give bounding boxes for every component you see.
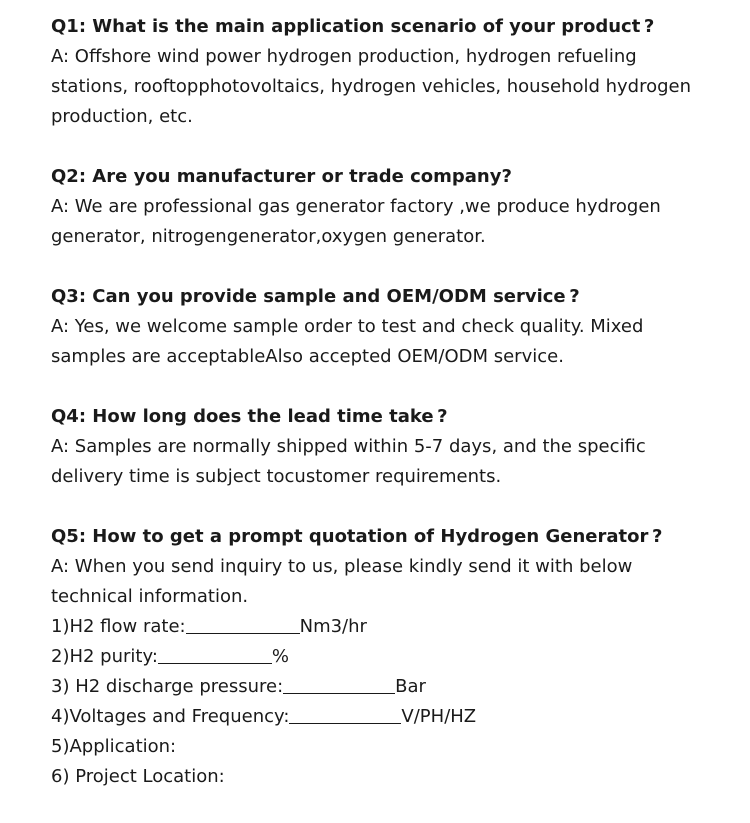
answer-line: A: When you send inquiry to us, please kindly send it with below: [51, 556, 633, 577]
form-label: 5)Application:: [51, 736, 177, 757]
question-q2: Q2: Are you manufacturer or trade company?: [51, 166, 512, 187]
form-item-project-location: [51, 762, 730, 792]
blank-line: [283, 675, 395, 694]
answer-line: delivery time is subject tocustomer requirements.: [51, 466, 502, 487]
form-item-application: [51, 732, 730, 762]
form-label: 2)H2 purity:: [51, 646, 158, 667]
answer-line: A: Offshore wind power hydrogen production, hydrogen refueling: [51, 46, 637, 67]
form-item-purity: [51, 642, 730, 672]
form-unit: V/PH/HZ: [401, 706, 477, 727]
faq-item-q3: [51, 282, 730, 372]
answer-line: production, etc.: [51, 106, 193, 127]
answer-q1: [51, 42, 730, 132]
answer-q2: [51, 192, 730, 252]
answer-line: A: Samples are normally shipped within 5-7 days, and the specific: [51, 436, 646, 457]
faq-item-q4: [51, 402, 730, 492]
answer-line: stations, rooftopphotovoltaics, hydrogen vehicles, household hydrogen: [51, 76, 692, 97]
answer-q4: [51, 432, 730, 492]
question-q3: Q3: Can you provide sample and OEM/ODM service ?: [51, 286, 580, 307]
form-unit: Bar: [395, 676, 426, 697]
form-item-voltages-frequency: [51, 702, 730, 732]
form-unit: Nm3/hr: [299, 616, 367, 637]
blank-line: [186, 615, 300, 634]
answer-line: A: We are professional gas generator factory ,we produce hydrogen: [51, 196, 661, 217]
blank-line: [158, 645, 272, 664]
form-label: 6) Project Location:: [51, 766, 225, 787]
form-label: 1)H2 flow rate:: [51, 616, 186, 637]
form-item-flow-rate: [51, 612, 730, 642]
question-q1: Q1: What is the main application scenario of your product ?: [51, 16, 655, 37]
form-label: 3) H2 discharge pressure:: [51, 676, 284, 697]
faq-item-q1: [51, 12, 730, 132]
answer-line: A: Yes, we welcome sample order to test and check quality. Mixed: [51, 316, 644, 337]
question-q5: Q5: How to get a prompt quotation of Hydrogen Generator ?: [51, 526, 663, 547]
question-q4: Q4: How long does the lead time take ?: [51, 406, 448, 427]
blank-line: [289, 705, 401, 724]
answer-line: generator, nitrogengenerator,oxygen generator.: [51, 226, 486, 247]
form-label: 4)Voltages and Frequency:: [51, 706, 290, 727]
faq-item-q2: [51, 162, 730, 252]
answer-line: samples are acceptableAlso accepted OEM/ODM service.: [51, 346, 564, 367]
answer-line: technical information.: [51, 586, 249, 607]
answer-q5: [51, 552, 730, 792]
answer-q3: [51, 312, 730, 372]
form-unit: %: [271, 646, 289, 667]
form-item-discharge-pressure: [51, 672, 730, 702]
faq-item-q5: [51, 522, 730, 792]
